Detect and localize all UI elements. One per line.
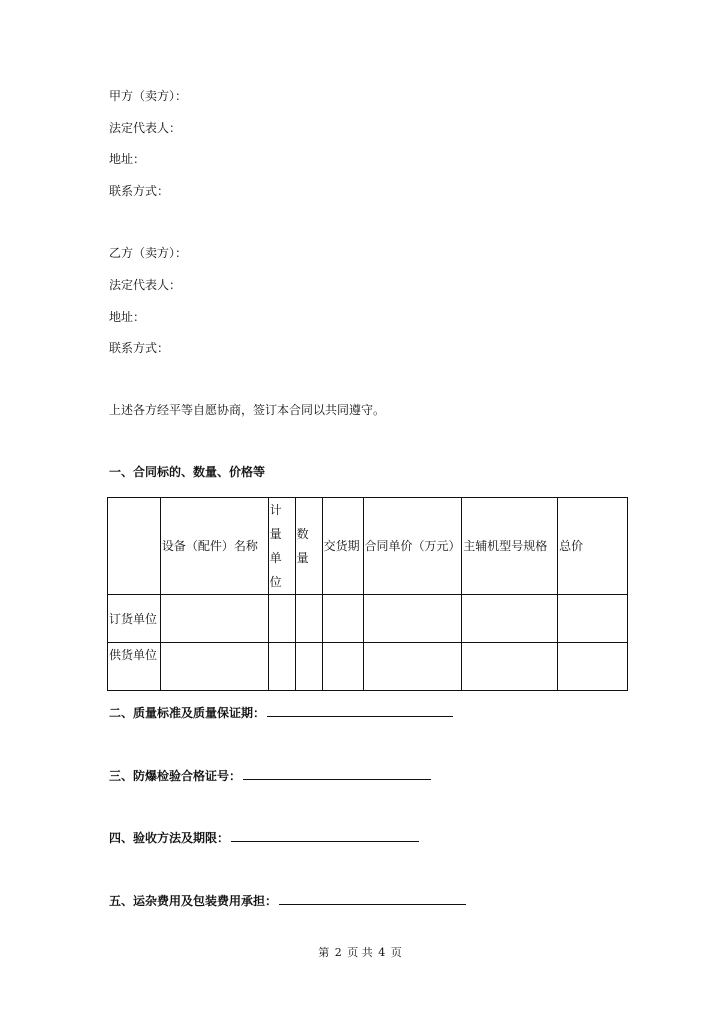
party-b-address: 地址： (109, 310, 146, 324)
section5-line (109, 892, 466, 909)
table-row (108, 595, 628, 643)
section3-blank[interactable] (243, 767, 431, 780)
section4-heading: 四、验收方法及期限： (109, 831, 230, 845)
header-unit-top: 计量 (269, 503, 282, 541)
section5-heading: 五、运杂费用及包装费用承担： (109, 894, 278, 908)
section3-line (109, 767, 431, 784)
footer-mid: 页 共 (347, 946, 373, 959)
party-b-contact: 联系方式： (109, 341, 170, 355)
party-b-title: 乙方（卖方）： (109, 246, 188, 260)
party-a-rep: 法定代表人： (109, 121, 182, 135)
section2-heading: 二、质量标准及质量保证期： (109, 706, 266, 720)
header-unit (268, 498, 295, 595)
header-empty-cell (108, 498, 161, 595)
footer-prefix: 第 (318, 946, 330, 959)
section3-heading: 三、防爆检验合格证号： (109, 769, 242, 783)
footer-page-number: 2 (334, 946, 342, 959)
section4-blank[interactable] (231, 829, 419, 842)
footer-suffix: 页 (390, 946, 402, 959)
row-label-order: 订货单位 (108, 595, 161, 643)
party-b-rep: 法定代表人： (109, 278, 182, 292)
table-row (108, 643, 628, 691)
section5-blank[interactable] (279, 892, 466, 905)
header-spec: 主辅机型号规格 (462, 498, 558, 595)
header-delivery: 交货期 (322, 498, 363, 595)
page-footer (0, 944, 720, 960)
intro-paragraph: 上述各方经平等自愿协商，签订本合同以共同遵守。 (109, 403, 386, 417)
header-name: 设备（配件）名称 (160, 498, 268, 595)
header-total: 总价 (558, 498, 628, 595)
party-a-title: 甲方（卖方）： (109, 89, 188, 103)
header-price: 合同单价（万元） (363, 498, 462, 595)
party-a-address: 地址： (109, 152, 146, 166)
section1-heading: 一、合同标的、数量、价格等 (109, 465, 266, 479)
row-label-supply: 供货单位 (108, 643, 161, 691)
table-header-row (108, 498, 628, 595)
section2-blank[interactable] (267, 704, 453, 717)
section4-line (109, 829, 419, 846)
party-a-contact: 联系方式： (109, 184, 170, 198)
header-unit-bottom: 单位 (269, 551, 282, 589)
section2-line (109, 704, 453, 721)
footer-total-pages: 4 (378, 946, 386, 959)
goods-table (107, 497, 628, 691)
header-quantity: 数量 (295, 498, 322, 595)
